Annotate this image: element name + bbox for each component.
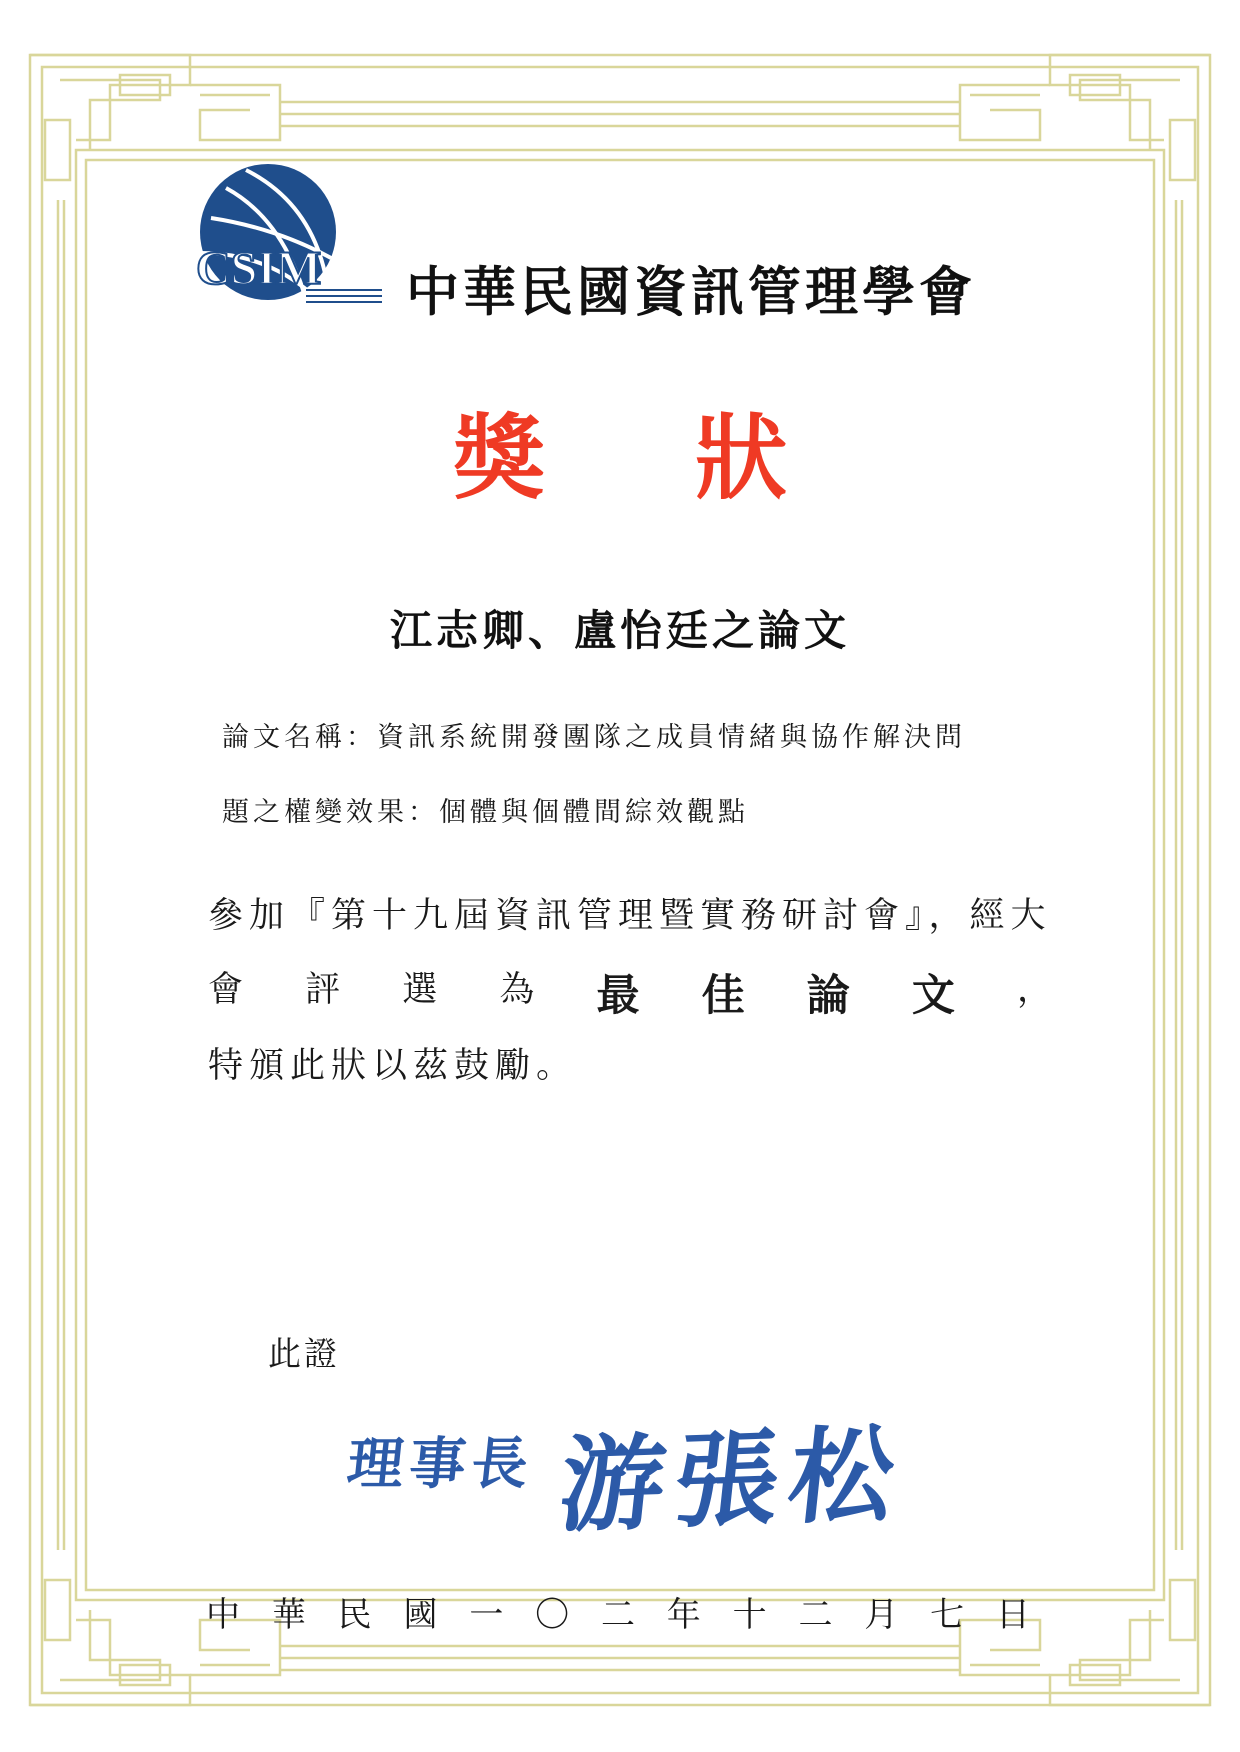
- paper-title-label: 論文名稱：: [222, 722, 377, 753]
- paper-title-text-1: 資訊系統開發團隊之成員情緒與協作解決問: [377, 722, 966, 753]
- organization-name: 中華民國資訊管理學會: [406, 261, 976, 323]
- logo-text: CSIM: [196, 242, 322, 295]
- paper-title-line-2: 題之權變效果：個體與個體間綜效觀點: [222, 797, 749, 828]
- award-word: 最: [596, 971, 646, 1021]
- date-char: 十: [732, 1595, 767, 1635]
- date-char: 七: [930, 1595, 965, 1635]
- date-char: 日: [995, 1595, 1030, 1635]
- csim-logo: [186, 158, 386, 318]
- body-line-3: 特頒此狀以茲鼓勵。: [208, 1046, 578, 1086]
- date-char: 中: [206, 1595, 240, 1635]
- date-char: 國: [403, 1595, 438, 1635]
- date-char: 二: [798, 1595, 833, 1635]
- signature-title: 理事長: [344, 1431, 538, 1497]
- signature-name: 游張松: [553, 1412, 911, 1547]
- body-word: 選: [402, 970, 444, 1010]
- recipients: 江志卿、盧怡廷之論文: [389, 606, 850, 655]
- date-char: 年: [666, 1595, 701, 1635]
- paper-title-block: [222, 700, 1022, 850]
- body-word: 評: [305, 970, 347, 1010]
- body-line-1: 參加『第十九屆資訊管理暨實務研討會』，經大: [208, 896, 1052, 936]
- award-word: 論: [806, 971, 856, 1021]
- certify-text: 此證: [268, 1334, 340, 1373]
- date-char: 月: [864, 1595, 899, 1635]
- date-char: 一: [469, 1595, 504, 1635]
- award-word: 文: [911, 971, 961, 1021]
- date-char: 二: [600, 1595, 635, 1635]
- body-word: 會: [208, 970, 250, 1010]
- award-word: 佳: [701, 971, 751, 1021]
- paper-title-line-1: [222, 700, 1022, 775]
- date-row: [206, 1587, 1030, 1636]
- award-title: 獎狀: [452, 404, 937, 512]
- body-word: 為: [499, 970, 541, 1010]
- body-line-2: [208, 962, 1058, 1023]
- body-comma: ，: [1016, 970, 1058, 1010]
- date-char: 〇: [535, 1595, 570, 1635]
- date-char: 民: [337, 1595, 372, 1635]
- date-char: 華: [271, 1595, 306, 1635]
